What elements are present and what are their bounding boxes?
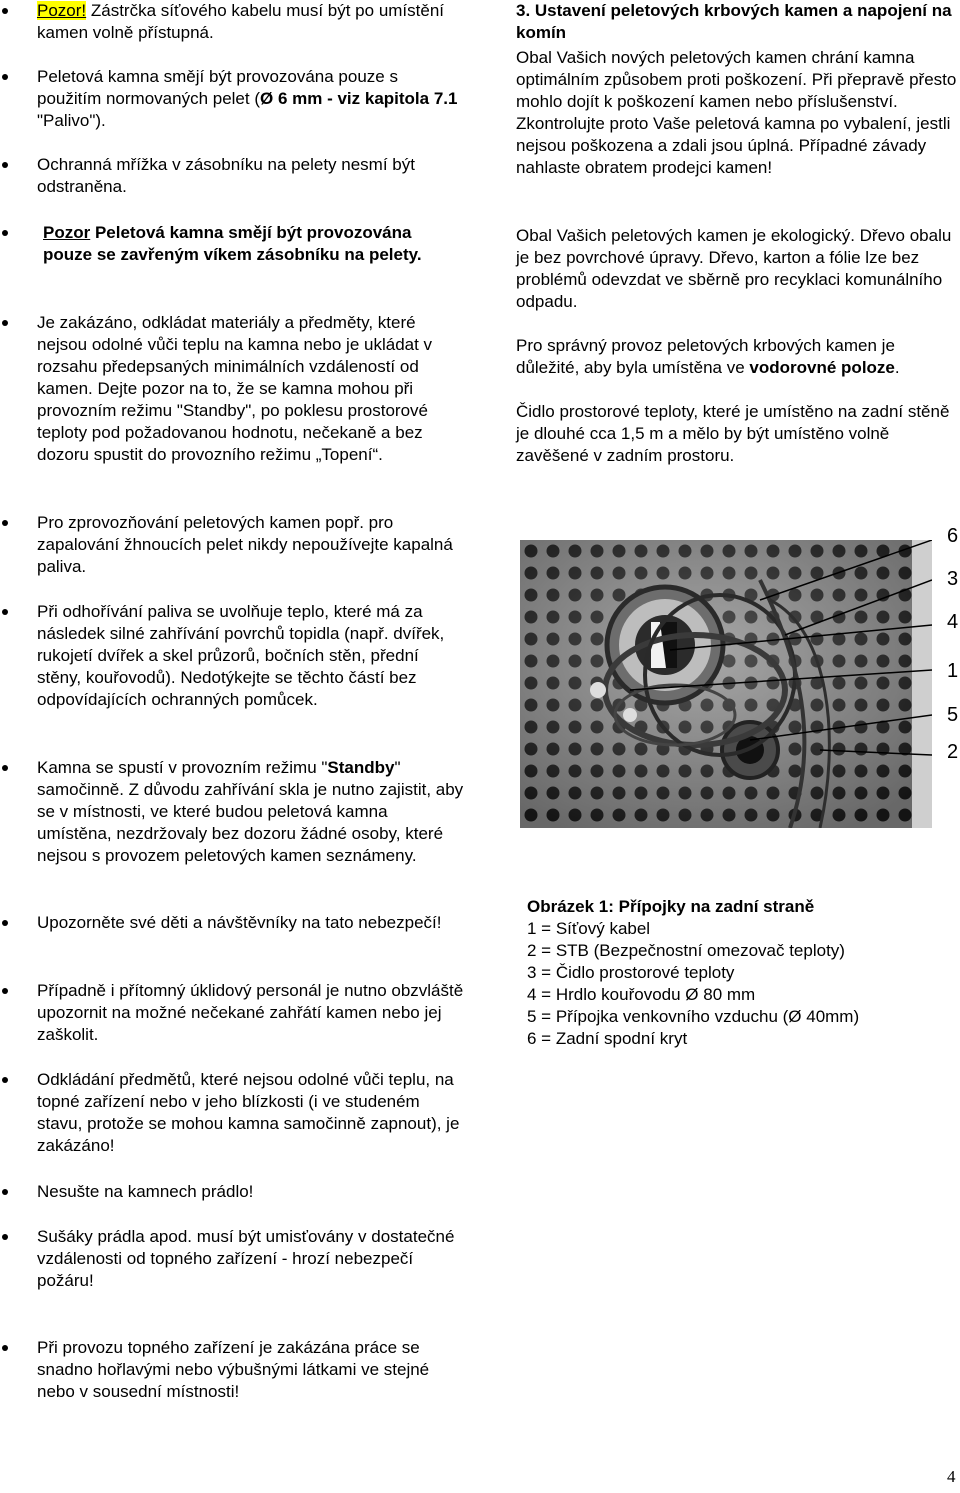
- list-item: Při provozu topného zařízení je zakázána práce se snadno hořlavými nebo výbušnými látkami ve stejné nebo v sousední místnosti!: [0, 1337, 465, 1403]
- list-item: Při odhořívání paliva se uvolňuje teplo, které má za následek silné zahřívání povrchů topidla (např. dvířek, rukojetí dvířek a skel průzorů, bočních stěn, přední stěny, kouřovodů). Nedotýkejte se těchto částí bez odpovídajících ochranných pomůcek.: [0, 601, 465, 711]
- bullet-icon: [2, 230, 8, 236]
- callout-label: 2: [947, 741, 959, 763]
- bullet-icon: [2, 8, 8, 14]
- list-item: Sušáky prádla apod. musí být umisťovány v dostatečné vzdálenosti od topného zařízení - hrozí nebezpečí požáru!: [0, 1226, 465, 1292]
- bullet-icon: [2, 1077, 8, 1083]
- bullet-icon: [2, 520, 8, 526]
- callout-label: 6: [947, 525, 959, 547]
- legend-item: 5 = Přípojka venkovního vzduchu (Ø 40mm): [527, 1007, 860, 1026]
- callout-label: 1: [947, 660, 959, 682]
- callout-label: 4: [947, 611, 959, 633]
- list-item: Je zakázáno, odkládat materiály a předměty, které nejsou odolné vůči teplu na kamna nebo je ukládat v rozsahu předepsaných minimálních vzdáleností od kamen. Dejte pozor na to, že se kamna mohou při provozním režimu "Standby", po poklesu prostorové teploty pod požadovanou hodnotu, nečekaně a bez dozoru spustit do provozního režimu „Topení“.: [0, 312, 465, 466]
- bullet-icon: [2, 162, 8, 168]
- bullet-icon: [2, 609, 8, 615]
- legend-item: 6 = Zadní spodní kryt: [527, 1029, 688, 1048]
- callout-label: 5: [947, 704, 959, 726]
- page-number: 4: [947, 1467, 956, 1486]
- list-item: Pozor Peletová kamna smějí být provozována pouze se zavřeným víkem zásobníku na pelety.: [0, 222, 465, 266]
- warning-lead: Pozor: [43, 223, 91, 242]
- list-item: Pozor! Zástrčka síťového kabelu musí být po umístění kamen volně přístupná.: [0, 0, 465, 44]
- warning-lead: Pozor!: [37, 1, 87, 20]
- list-item: Upozorněte své děti a návštěvníky na tato nebezpečí!: [0, 912, 465, 934]
- bullet-icon: [2, 1345, 8, 1351]
- paragraph: Čidlo prostorové teploty, které je umístěno na zadní stěně je dlouhé cca 1,5 m a mělo by být umístěno volně zavěšené v zadním prostoru.: [516, 402, 950, 465]
- list-item: Případně i přítomný úklidový personál je nutno obzvláště upozornit na možné nečekané zahřátí kamen nebo jej zaškolit.: [0, 980, 465, 1046]
- caption-title: Obrázek 1: Přípojky na zadní straně: [527, 897, 815, 916]
- legend-item: 3 = Čidlo prostorové teploty: [527, 963, 735, 982]
- section-title: 3. Ustavení peletových krbových kamen a napojení na komín: [516, 1, 952, 42]
- bullet-icon: [2, 1234, 8, 1240]
- list-item: Odkládání předmětů, které nejsou odolné vůči teplu, na topné zařízení nebo v jeho blízkosti (i ve studeném stavu, protože se mohou kamna samočinně zapnout), je zakázáno!: [0, 1069, 465, 1157]
- paragraph: Obal Vašich nových peletových kamen chrání kamna optimálním způsobem proti poškození. Při přepravě přesto mohlo dojít k poškození kamen nebo příslušenství. Zkontrolujte proto Vaše peletová kamna po vybalení, jestli nejsou poškozena a zdali jsou úplná. Případné závady nahlaste obratem prodejci kamen!: [516, 48, 957, 177]
- list-item: Ochranná mřížka v zásobníku na pelety nesmí být odstraněna.: [0, 154, 465, 198]
- bullet-icon: [2, 920, 8, 926]
- bullet-icon: [2, 765, 8, 771]
- list-item: Kamna se spustí v provozním režimu "Standby" samočinně. Z důvodu zahřívání skla je nutno zajistit, aby se v místnosti, ve které budou peletová kamna umístěna, nezdržovaly bez dozoru žádné osoby, které nejsou s provozem peletových kamen seznámeny.: [0, 757, 465, 867]
- legend-item: 2 = STB (Bezpečnostní omezovač teploty): [527, 941, 845, 960]
- bullet-icon: [2, 1189, 8, 1195]
- legend-item: 4 = Hrdlo kouřovodu Ø 80 mm: [527, 985, 756, 1004]
- bullet-icon: [2, 320, 8, 326]
- figure-caption: [527, 896, 947, 1050]
- list-item: Pro zprovozňování peletových kamen popř. pro zapalování žhnoucích pelet nikdy nepoužívejte kapalná paliva.: [0, 512, 465, 578]
- paragraph: Obal Vašich peletových kamen je ekologický. Dřevo obalu je bez povrchové úpravy. Dřevo, karton a fólie lze bez problémů odevzdat ve sběrně pro recyklaci komunálního odpadu.: [516, 226, 952, 311]
- bullet-icon: [2, 74, 8, 80]
- callout-label: 3: [947, 568, 959, 590]
- list-item: Nesušte na kamnech prádlo!: [0, 1181, 465, 1203]
- bullet-icon: [2, 988, 8, 994]
- legend-item: 1 = Síťový kabel: [527, 919, 651, 938]
- rear-connections-photo: [520, 540, 932, 828]
- list-item: Peletová kamna smějí být provozována pouze s použitím normovaných pelet (Ø 6 mm - viz kapitola 7.1 "Palivo").: [0, 66, 465, 132]
- paragraph: Pro správný provoz peletových krbových kamen je důležité, aby byla umístěna ve vodorovné poloze.: [516, 336, 900, 377]
